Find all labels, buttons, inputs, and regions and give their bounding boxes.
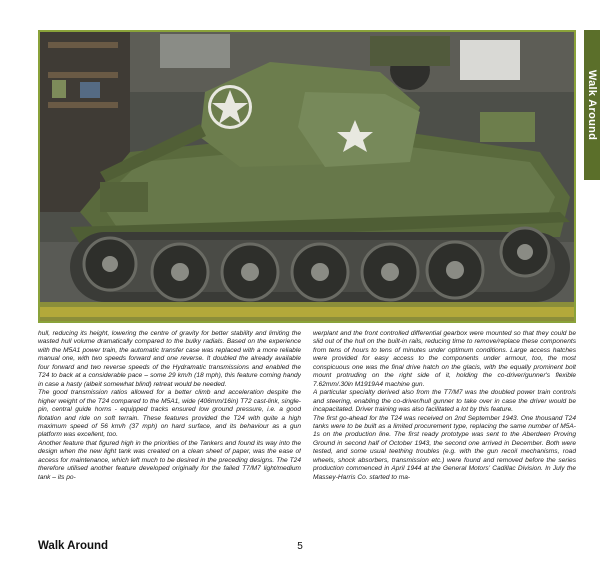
right-column xyxy=(313,330,576,535)
article-body xyxy=(38,330,576,535)
paragraph: The good transmission ratios allowed for a better climb and acceleration despite the higher weight of the T24 compared to the M5A1, wide (406mm/16in) T72 cast-link, single-pin, central guide horns - equipped tracks ensured low ground pressure, i.e. a good flotation and ride on soft terrain. These features provided the T24 with quite a high maximum speed of 56 km/h (37 mph) on hard surface, and its behaviour as a gun platform was excellent, too. xyxy=(38,389,301,439)
paragraph: A particular specialty derived also from the T7/M7 was the doubled power train controls and steering, enabling the co-driver/hull gunner to take over in case the driver would be incapacitated. Driver training was also facilitated a lot by this feature. xyxy=(313,389,576,414)
tank-illustration xyxy=(40,32,574,321)
paragraph: The first go-ahead for the T24 was received on 2nd September 1943. One thousand T24 tanks were to be built as a limited procurement type, replacing the same number of M5A-1s on the production line. The first ready prototype was sent to the Aberdeen Proving Ground in second half of October 1943, the second one arrived in December. Both were tested, and some usual teething troubles (e.g. with the gun recoil mechanisms, road wheels, shock absorbers, transmission etc.) were found and removed before the series production commenced in April 1944 at the General Motors' Cadillac Division. In July the Massey-Harris Co. started to ma- xyxy=(313,414,576,481)
section-tab xyxy=(584,30,600,180)
left-column xyxy=(38,330,301,535)
paragraph: werplant and the front controlled differential gearbox were mounted so that they could be slid out of the hull on the built-in rails, reducing time to remove/replace these components from tens of hours to tens of minutes under optimum conditions. Large access hatches were provided for easy access to the components under armour, too, the most conspicuous one was the final drive hatch on the glacis, with the equally prominent bolt mount protruding on the right side of it, holding the co-driver/gunner's flexible 7.62mm/.30in M1919A4 machine gun. xyxy=(313,330,576,388)
paragraph: hull, reducing its height, lowering the centre of gravity for better stability and limiting the wasted hull volume dramatically compared to the bulky radials. Based on the experience with the M5A1 power train, the automatic transfer case was replaced with a more reliable manual one, with two speeds forward and one reverse. It doubled the already available four forward and two reverse speeds of the Hydramatic transmissions and enabled the T24 to back at a considerable pace – some 29 km/h (18 mph), this feature coming handy in case a hasty (albeit somewhat blind) retreat would be needed. xyxy=(38,330,301,388)
section-tab-label: Walk Around xyxy=(586,69,598,141)
footer-section-title: Walk Around xyxy=(38,540,109,552)
tank-photo xyxy=(38,30,576,323)
page-number: 5 xyxy=(297,541,303,552)
paragraph: Another feature that figured high in the priorities of the Tankers and found its way into the design when the new light tank was created on a clean sheet of paper, was the ease of access for maintenance, which left much to be desired in the preceding designs. The T24 therefore utilised another feature developed originally for the failed T7/M7 light/medium tank – its po- xyxy=(38,439,301,481)
